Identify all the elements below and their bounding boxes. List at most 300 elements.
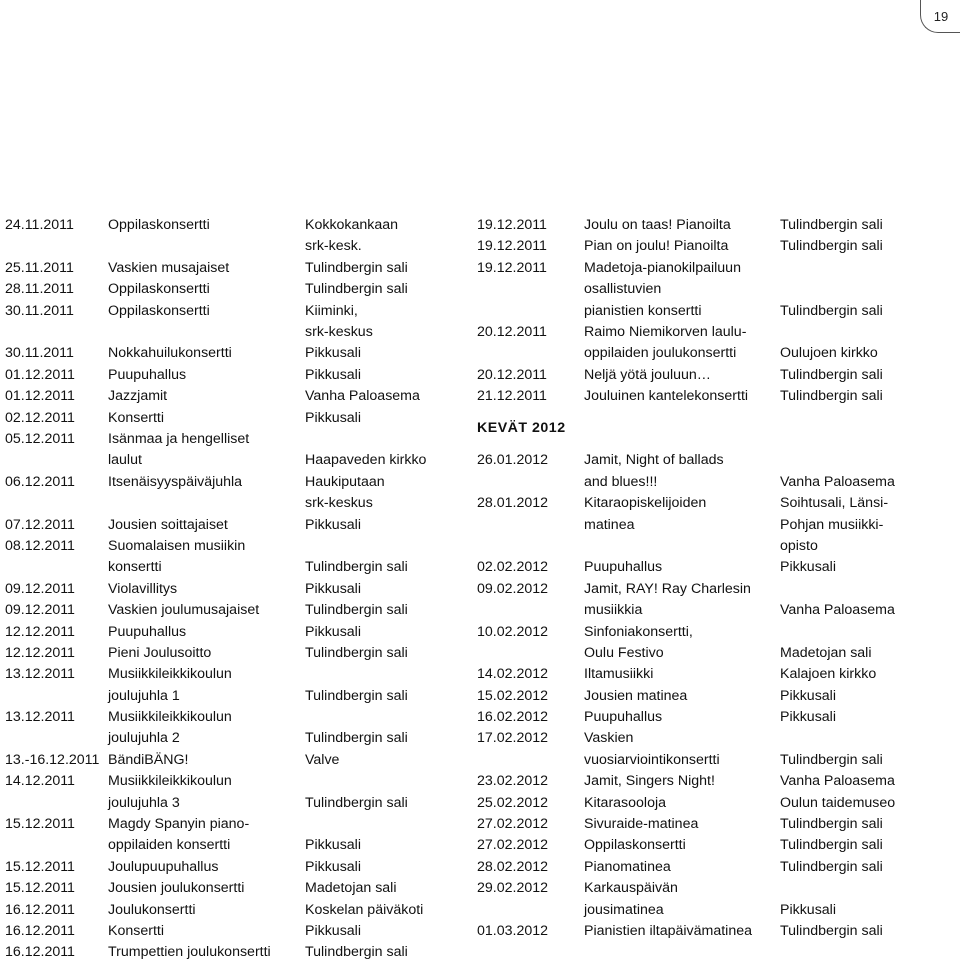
event-venue-line: Vanha Paloasema	[780, 602, 895, 619]
event-venue-line: Pikkusali	[305, 580, 361, 597]
event-name	[108, 857, 218, 878]
event-name	[584, 322, 746, 365]
event-venue-line: Tulindbergin sali	[780, 837, 883, 854]
event-date-line: 23.02.2012	[477, 773, 549, 790]
event-name	[584, 728, 720, 771]
schedule-row	[477, 878, 960, 921]
event-date	[477, 707, 548, 728]
event-date	[5, 622, 75, 643]
event-venue-line: Tulindbergin sali	[780, 388, 883, 405]
event-name	[108, 814, 249, 857]
event-date	[5, 664, 75, 685]
event-name	[108, 750, 188, 771]
event-date	[477, 493, 548, 514]
schedule-row	[477, 258, 960, 322]
event-name-line: Raimo Niemikorven laulu-	[584, 323, 747, 340]
event-name-line: Musiikkileikkikoulun	[108, 773, 232, 790]
event-date	[5, 750, 99, 771]
event-name-line: jousimatinea	[584, 901, 664, 918]
event-venue-line: Vanha Paloasema	[780, 773, 895, 790]
event-venue-line: Pohjan musiikki-	[780, 516, 884, 533]
event-venue	[780, 728, 883, 771]
event-date	[477, 258, 547, 279]
event-name-line: Oppilaskonsertti	[584, 837, 686, 854]
event-name	[584, 386, 748, 407]
event-venue	[780, 322, 878, 365]
event-venue	[305, 664, 408, 707]
event-name-line: Jouluinen kantelekonsertti	[584, 388, 749, 405]
schedule-row	[477, 579, 960, 622]
schedule-row	[0, 643, 455, 664]
event-venue	[305, 343, 361, 364]
event-name	[108, 622, 186, 643]
event-date-line: 06.12.2011	[5, 473, 75, 490]
event-date	[5, 878, 75, 899]
event-name-line: Madetoja-pianokilpailuun	[584, 259, 741, 276]
event-name	[108, 515, 228, 536]
event-venue-line: Madetojan sali	[780, 644, 872, 661]
event-date	[5, 215, 74, 236]
event-date-line: 14.02.2012	[477, 666, 549, 683]
event-date	[477, 857, 548, 878]
spring-section	[477, 408, 960, 451]
event-date-line: 19.12.2011	[477, 217, 547, 233]
event-name-line: Vaskien	[584, 730, 634, 747]
event-date-line: 15.12.2011	[5, 816, 75, 833]
event-venue-line: Pikkusali	[780, 901, 836, 918]
event-date-line: 29.02.2012	[477, 880, 549, 897]
event-name-line: Violavillitys	[108, 580, 178, 597]
schedule-row	[0, 279, 455, 300]
event-venue	[305, 771, 408, 814]
event-venue-line: Pikkusali	[305, 345, 361, 362]
event-name-line: Musiikkileikkikoulun	[108, 709, 232, 726]
event-date	[5, 258, 74, 279]
event-venue-line: Tulindbergin sali	[780, 923, 883, 940]
event-date-line: 07.12.2011	[5, 516, 75, 533]
event-venue-line: Pikkusali	[305, 366, 361, 383]
event-venue-line: Vanha Paloasema	[780, 473, 895, 490]
right-column-schedule	[477, 215, 960, 942]
event-date-line: 19.12.2011	[477, 238, 547, 255]
event-name	[584, 857, 671, 878]
schedule-row	[477, 728, 960, 771]
event-name-line: Oppilaskonsertti	[108, 302, 210, 319]
event-date	[477, 835, 548, 856]
schedule-row	[477, 365, 960, 386]
event-name	[108, 343, 232, 364]
event-venue	[305, 643, 408, 664]
event-name-line: Jamit, RAY! Ray Charlesin	[584, 580, 751, 597]
event-venue-line	[305, 536, 408, 557]
event-name	[584, 557, 662, 578]
event-name	[108, 279, 210, 300]
event-venue-line: Haukiputaan	[305, 473, 385, 490]
event-name	[108, 878, 244, 899]
event-name	[584, 579, 751, 622]
event-name-line: Puupuhallus	[108, 623, 187, 640]
event-venue-line	[305, 664, 408, 685]
event-name-line: osallistuvien	[584, 281, 662, 298]
schedule-row	[477, 450, 960, 493]
event-date-line: 01.03.2012	[477, 923, 549, 940]
event-name	[584, 771, 715, 792]
schedule-row	[0, 365, 455, 386]
event-date	[477, 921, 548, 942]
event-name-line: Oppilaskonsertti	[108, 281, 210, 298]
event-name-line: matinea	[584, 516, 635, 533]
schedule-row	[0, 258, 455, 279]
event-venue	[305, 365, 361, 386]
schedule-row	[477, 857, 960, 878]
event-name	[108, 365, 186, 386]
event-venue-line: Soihtusali, Länsi-	[780, 495, 889, 512]
event-venue-line: Tulindbergin sali	[780, 238, 883, 255]
event-date	[477, 664, 548, 685]
event-name-line: Neljä yötä jouluun…	[584, 366, 711, 383]
event-name-line: Jamit, Night of ballads	[584, 452, 724, 469]
event-date	[477, 728, 548, 749]
schedule-row	[477, 557, 960, 578]
event-venue-line: Kalajoen kirkko	[780, 666, 877, 683]
event-date	[5, 814, 75, 835]
event-name	[108, 707, 232, 750]
event-venue	[305, 878, 397, 899]
event-date	[5, 921, 75, 942]
event-name-line: laulut	[108, 452, 142, 469]
event-date	[5, 301, 74, 322]
event-name-line: BändiBÄNG!	[108, 751, 189, 768]
autumn-events-continued	[477, 215, 960, 408]
event-name-line: oppilaiden joulukonsertti	[584, 345, 737, 362]
event-date-line: 01.12.2011	[5, 388, 75, 405]
event-date	[5, 579, 75, 600]
event-name	[584, 236, 728, 257]
event-venue	[305, 857, 361, 878]
event-name-line: Isänmaa ja hengelliset	[108, 430, 250, 447]
event-venue-line: Haapaveden kirkko	[305, 452, 427, 469]
schedule-row	[0, 814, 455, 857]
event-venue-line: opisto	[780, 537, 818, 554]
event-name-line: Kitaraopiskelijoiden	[584, 495, 707, 512]
event-name-line: and blues!!!	[584, 473, 658, 490]
event-date-line: 28.01.2012	[477, 495, 549, 512]
event-name-line: Nokkahuilukonsertti	[108, 345, 232, 362]
event-date-line: 10.02.2012	[477, 623, 549, 640]
event-name	[584, 450, 724, 493]
schedule-row	[0, 579, 455, 600]
event-venue	[305, 408, 361, 429]
schedule-row	[477, 386, 960, 407]
event-name-line: Puupuhallus	[108, 366, 187, 383]
event-venue	[305, 750, 339, 771]
page-number: 19	[933, 8, 949, 24]
event-name-line: Iltamusiikki	[584, 666, 654, 683]
event-venue	[780, 686, 836, 707]
schedule-row	[477, 921, 960, 942]
event-venue-line	[305, 771, 408, 792]
event-name	[108, 942, 271, 963]
event-name-line: Suomalaisen musiikin	[108, 537, 246, 554]
event-date	[5, 600, 75, 621]
schedule-row	[0, 942, 455, 963]
event-name-line: Sinfoniakonsertti,	[584, 623, 693, 640]
event-venue	[305, 814, 361, 857]
event-name-line: Vaskien joulumusajaiset	[108, 602, 260, 619]
event-venue-line	[305, 814, 361, 835]
event-date-line: 16.12.2011	[5, 901, 75, 918]
event-date	[477, 322, 547, 343]
event-name	[584, 878, 678, 921]
event-venue	[780, 493, 888, 557]
event-name	[108, 386, 167, 407]
event-venue-line: Tulindbergin sali	[780, 751, 883, 768]
event-venue-line: Kiiminki,	[305, 302, 358, 319]
event-venue	[305, 386, 420, 407]
event-name	[584, 835, 686, 856]
event-name	[108, 900, 196, 921]
event-venue	[780, 386, 883, 407]
event-venue-line	[780, 728, 883, 749]
event-date	[477, 814, 548, 835]
event-venue	[305, 921, 361, 942]
event-date-line: 05.12.2011	[5, 430, 75, 447]
event-venue-line: Tulindbergin sali	[780, 858, 883, 875]
event-date-line: 28.11.2011	[5, 281, 74, 298]
event-venue-line: Oulujoen kirkko	[780, 345, 878, 362]
event-name-line: Kitarasooloja	[584, 794, 667, 811]
event-venue-line: Pikkusali	[305, 837, 361, 854]
event-date	[5, 515, 75, 536]
event-venue	[305, 600, 408, 621]
event-date	[5, 429, 75, 450]
schedule-row	[0, 771, 455, 814]
schedule-row	[0, 515, 455, 536]
event-venue	[780, 215, 883, 236]
event-venue	[780, 707, 836, 728]
event-name-line: konsertti	[108, 559, 162, 576]
event-name-line: Puupuhallus	[584, 709, 663, 726]
event-venue-line: Tulindbergin sali	[305, 794, 408, 811]
event-date	[477, 878, 548, 899]
event-name	[584, 921, 752, 942]
event-name-line: Joulupuupuhallus	[108, 858, 219, 875]
event-venue-line: Tulindbergin sali	[780, 366, 883, 383]
event-date-line: 24.11.2011	[5, 217, 74, 233]
event-date	[5, 279, 74, 300]
event-venue	[305, 942, 408, 963]
event-venue-line: Tulindbergin sali	[780, 302, 883, 319]
schedule-row	[477, 835, 960, 856]
event-venue	[305, 622, 361, 643]
event-venue	[780, 365, 883, 386]
event-date	[5, 365, 75, 386]
event-name-line: vuosiarviointikonsertti	[584, 751, 720, 768]
event-venue-line	[305, 429, 426, 450]
event-venue	[305, 215, 398, 258]
event-venue-line: Pikkusali	[305, 409, 361, 426]
event-name-line: Jousien soittajaiset	[108, 516, 228, 533]
event-date-line: 16.12.2011	[5, 923, 75, 940]
schedule-row	[0, 408, 455, 429]
event-name	[108, 408, 164, 429]
schedule-row	[0, 878, 455, 899]
event-date-line: 12.12.2011	[5, 644, 75, 661]
event-date	[477, 450, 548, 471]
event-name	[584, 493, 706, 536]
event-venue	[305, 707, 408, 750]
schedule-row	[0, 215, 455, 258]
event-venue	[305, 258, 408, 279]
event-date-line: 13.12.2011	[5, 666, 75, 683]
event-name-line: Oppilaskonsertti	[108, 217, 210, 233]
event-venue-line: Tulindbergin sali	[305, 730, 408, 747]
event-name-line: Jamit, Singers Night!	[584, 773, 715, 790]
event-venue-line: Oulun taidemuseo	[780, 794, 896, 811]
event-date-line: 27.02.2012	[477, 816, 549, 833]
schedule-row	[477, 236, 960, 257]
event-date-line: 09.12.2011	[5, 602, 75, 619]
event-date	[477, 236, 547, 257]
schedule-row	[0, 921, 455, 942]
event-name	[108, 643, 211, 664]
event-name	[108, 429, 249, 472]
event-venue	[305, 301, 373, 344]
event-name	[584, 258, 741, 322]
event-date-line: 16.02.2012	[477, 709, 549, 726]
event-venue-line: Koskelan päiväkoti	[305, 901, 424, 918]
event-name	[584, 365, 711, 386]
page-number-badge	[920, 0, 960, 33]
event-venue	[780, 236, 883, 257]
event-venue	[305, 579, 361, 600]
event-venue-line: Pikkusali	[305, 858, 361, 875]
schedule-row	[0, 900, 455, 921]
event-venue	[305, 472, 385, 515]
event-name-line: Karkauspäivän	[584, 880, 678, 897]
schedule-row	[0, 664, 455, 707]
event-date	[477, 622, 548, 643]
schedule-row	[0, 343, 455, 364]
event-name-line: Konsertti	[108, 923, 164, 940]
event-venue-line: Madetojan sali	[305, 880, 397, 897]
event-venue-line: Tulindbergin sali	[780, 816, 883, 833]
event-date-line: 16.12.2011	[5, 944, 75, 961]
event-name-line: musiikkia	[584, 602, 643, 619]
event-venue-line: srk-keskus	[305, 323, 373, 340]
schedule-row	[0, 472, 455, 515]
schedule-row	[0, 857, 455, 878]
event-date	[5, 343, 74, 364]
event-venue-line: Tulindbergin sali	[305, 281, 408, 298]
event-name-line: Vaskien musajaiset	[108, 259, 230, 276]
event-name	[584, 814, 698, 835]
schedule-row	[0, 386, 455, 407]
event-venue	[780, 664, 876, 685]
event-date-line: 02.12.2011	[5, 409, 75, 426]
event-venue-line: Tulindbergin sali	[305, 602, 408, 619]
event-venue-line: Pikkusali	[305, 623, 361, 640]
event-venue-line	[780, 579, 895, 600]
event-date-line: 27.02.2012	[477, 837, 549, 854]
event-date-line: 13.12.2011	[5, 709, 75, 726]
event-name	[584, 664, 653, 685]
event-venue	[305, 536, 408, 579]
event-name	[108, 579, 177, 600]
schedule-row	[0, 707, 455, 750]
schedule-row	[477, 771, 960, 792]
event-venue-line	[305, 707, 408, 728]
event-date	[5, 472, 75, 493]
event-name	[108, 664, 232, 707]
event-name	[108, 921, 164, 942]
event-name	[108, 472, 242, 493]
event-date-line: 26.01.2012	[477, 452, 549, 469]
schedule-row	[0, 622, 455, 643]
event-name-line: Pianomatinea	[584, 858, 671, 875]
event-date-line: 19.12.2011	[477, 259, 547, 276]
event-venue	[780, 579, 895, 622]
event-venue	[780, 814, 883, 835]
event-name	[584, 707, 662, 728]
event-venue	[305, 279, 408, 300]
event-name	[108, 536, 245, 579]
event-name-line: pianistien konsertti	[584, 302, 702, 319]
schedule-row	[477, 793, 960, 814]
event-date-line: 21.12.2011	[477, 388, 547, 405]
schedule-row	[477, 493, 960, 557]
event-name	[108, 771, 232, 814]
event-date-line: 15.12.2011	[5, 858, 75, 875]
event-name	[108, 215, 210, 236]
event-venue-line	[780, 878, 836, 899]
event-name-line: joulujuhla 3	[108, 794, 180, 811]
event-venue	[305, 900, 423, 921]
event-name-line: Konsertti	[108, 409, 164, 426]
event-venue	[780, 771, 895, 792]
event-date	[477, 365, 547, 386]
event-name-line: Oulu Festivo	[584, 644, 664, 661]
schedule-row	[477, 322, 960, 365]
event-venue-line: Vanha Paloasema	[305, 388, 420, 405]
event-venue-line: Tulindbergin sali	[305, 944, 408, 961]
event-venue-line	[780, 450, 895, 471]
event-name	[584, 215, 731, 236]
schedule-row	[477, 215, 960, 236]
event-date-line: 20.12.2011	[477, 366, 547, 383]
event-date-line: 09.02.2012	[477, 580, 549, 597]
event-name	[108, 258, 229, 279]
event-venue-line: Tulindbergin sali	[305, 559, 408, 576]
event-name-line: Puupuhallus	[584, 559, 663, 576]
event-venue	[780, 258, 883, 322]
schedule-row	[0, 750, 455, 771]
event-date	[5, 408, 75, 429]
event-date-line: 20.12.2011	[477, 323, 547, 340]
schedule-row	[477, 707, 960, 728]
event-venue-line	[780, 622, 872, 643]
event-name-line: Pieni Joulusoitto	[108, 644, 212, 661]
event-venue-line: Tulindbergin sali	[305, 687, 408, 704]
event-venue	[780, 878, 836, 921]
event-name-line: joulujuhla 1	[108, 687, 180, 704]
event-venue	[780, 793, 895, 814]
event-name-line: Joulukonsertti	[108, 901, 196, 918]
event-date	[477, 771, 548, 792]
schedule-row	[0, 301, 455, 344]
event-name-line: Itsenäisyyspäiväjuhla	[108, 473, 243, 490]
event-name-line: Joulu on taas! Pianoilta	[584, 217, 731, 233]
